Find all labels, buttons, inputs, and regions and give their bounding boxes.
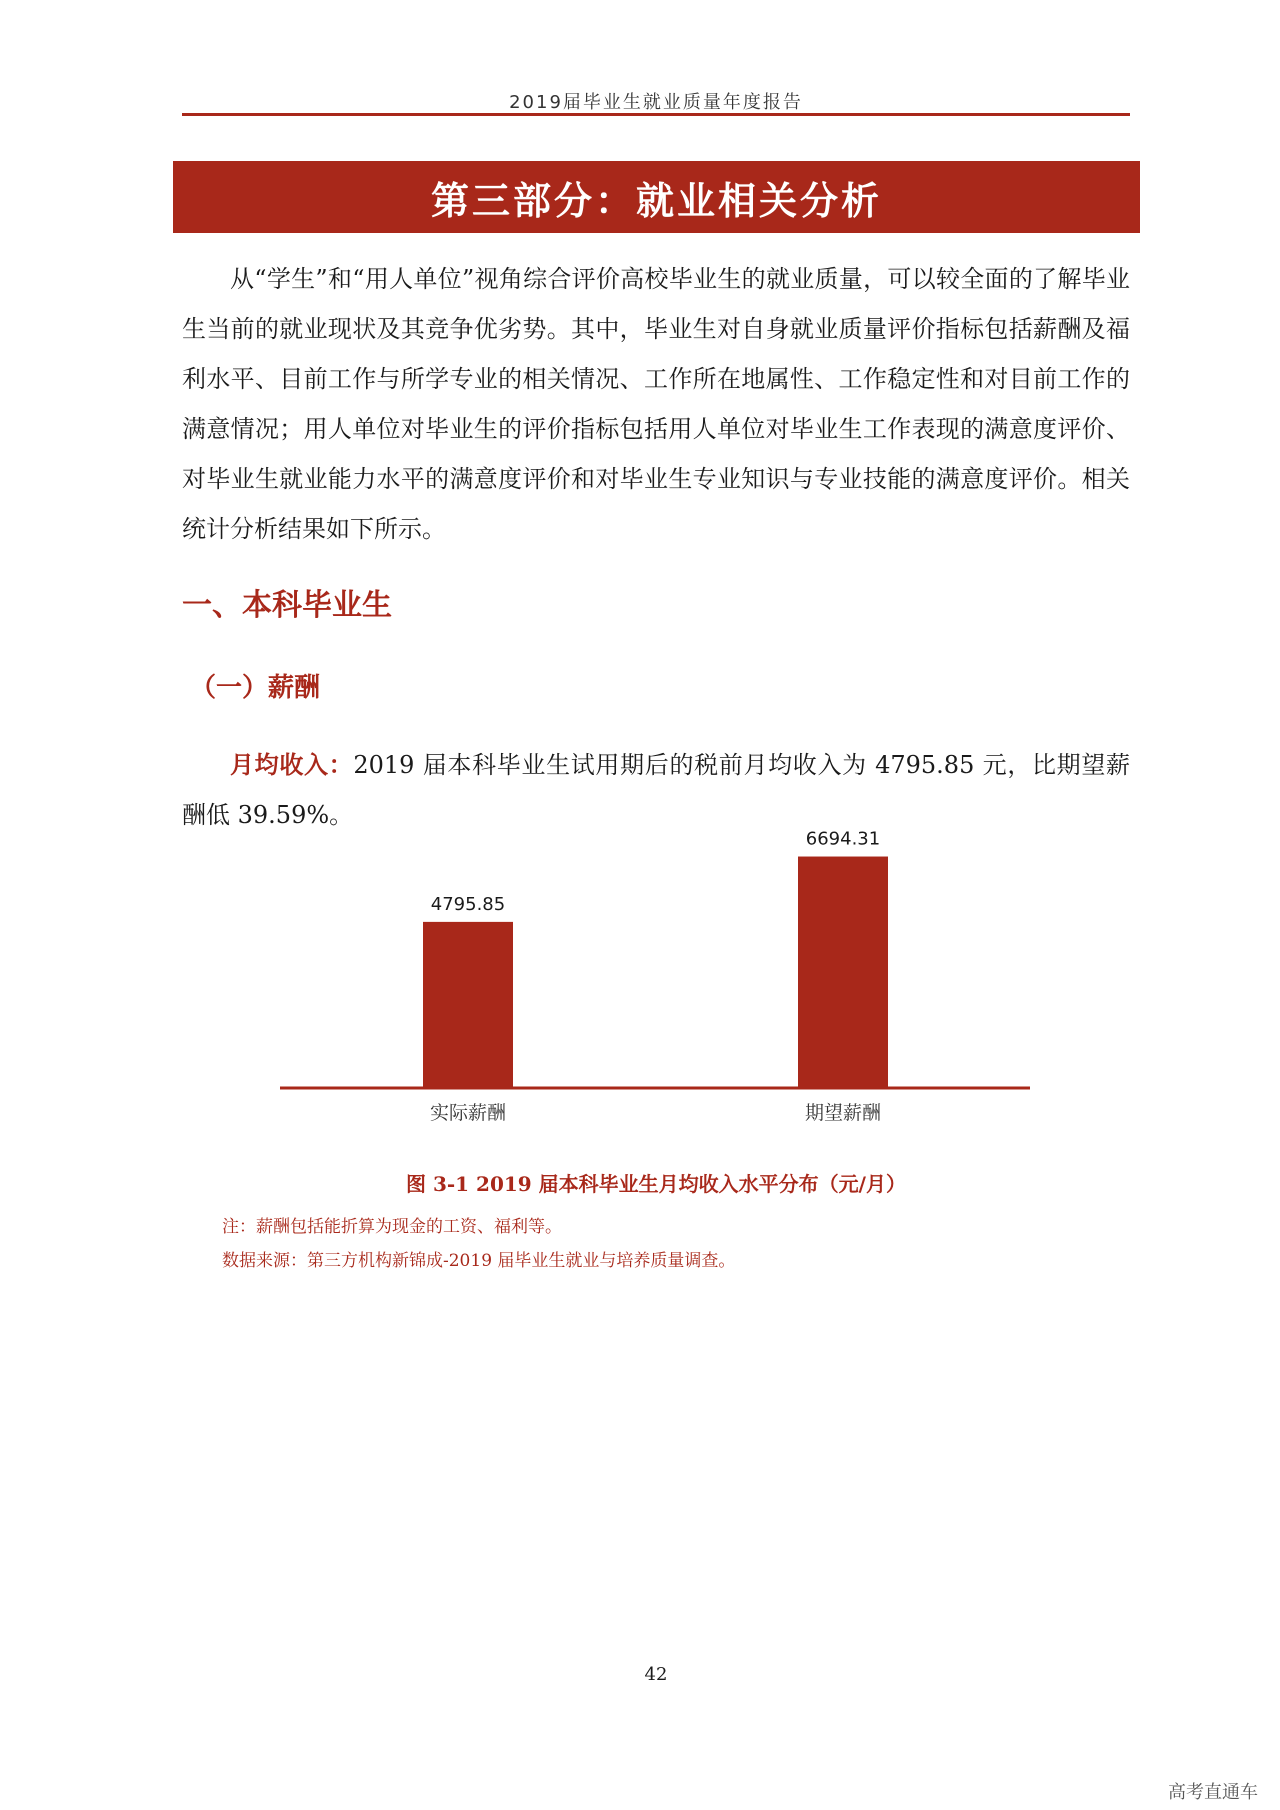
figure-source: 数据来源：第三方机构新锦成-2019 届毕业生就业与培养质量调查。 bbox=[222, 1251, 736, 1271]
bar-data-label: 6694.31 bbox=[805, 828, 881, 850]
heading-salary: （一）薪酬 bbox=[190, 673, 321, 703]
bar-data-label: 4795.85 bbox=[430, 893, 506, 915]
figure-caption: 图 3-1 2019 届本科毕业生月均收入水平分布（元/月） bbox=[406, 1172, 906, 1196]
bar-actual-salary bbox=[423, 922, 513, 1087]
intro-paragraph: 从“学生”和“用人单位”视角综合评价高校毕业生的就业质量，可以较全面的了解毕业生当前的就业现状及其竞争优劣势。其中，毕业生对自身就业质量评价指标包括薪酬及福利水平、目前工作与所学专业的相关情况、工作所在地属性、工作稳定性和对目前工作的满意情况；用人单位对毕业生的评价指标包括用人单位对毕业生工作表现的满意度评价、对毕业生就业能力水平的满意度评价和对毕业生专业知识与专业技能的满意度评价。相关统计分析结果如下所示。 bbox=[182, 265, 1130, 543]
heading-undergraduate: 一、本科毕业生 bbox=[182, 588, 392, 623]
watermark: 高考直通车 bbox=[1168, 1782, 1258, 1803]
bar-expected-salary bbox=[798, 857, 888, 1087]
running-header: 2019届毕业生就业质量年度报告 bbox=[509, 92, 803, 113]
figure-note: 注：薪酬包括能折算为现金的工资、福利等。 bbox=[222, 1217, 562, 1237]
category-tick-label: 实际薪酬 bbox=[429, 1102, 507, 1124]
header-rule bbox=[182, 113, 1130, 116]
category-tick-label: 期望薪酬 bbox=[804, 1102, 882, 1124]
page-number: 42 bbox=[644, 1664, 668, 1685]
section-banner: 第三部分：就业相关分析 bbox=[173, 161, 1140, 233]
salary-paragraph bbox=[182, 740, 1130, 840]
salary-label: 月均收入： bbox=[230, 751, 354, 779]
salary-text: 2019 届本科毕业生试用期后的税前月均收入为 4795.85 元，比期望薪酬低 39.59%。 bbox=[182, 751, 1130, 829]
